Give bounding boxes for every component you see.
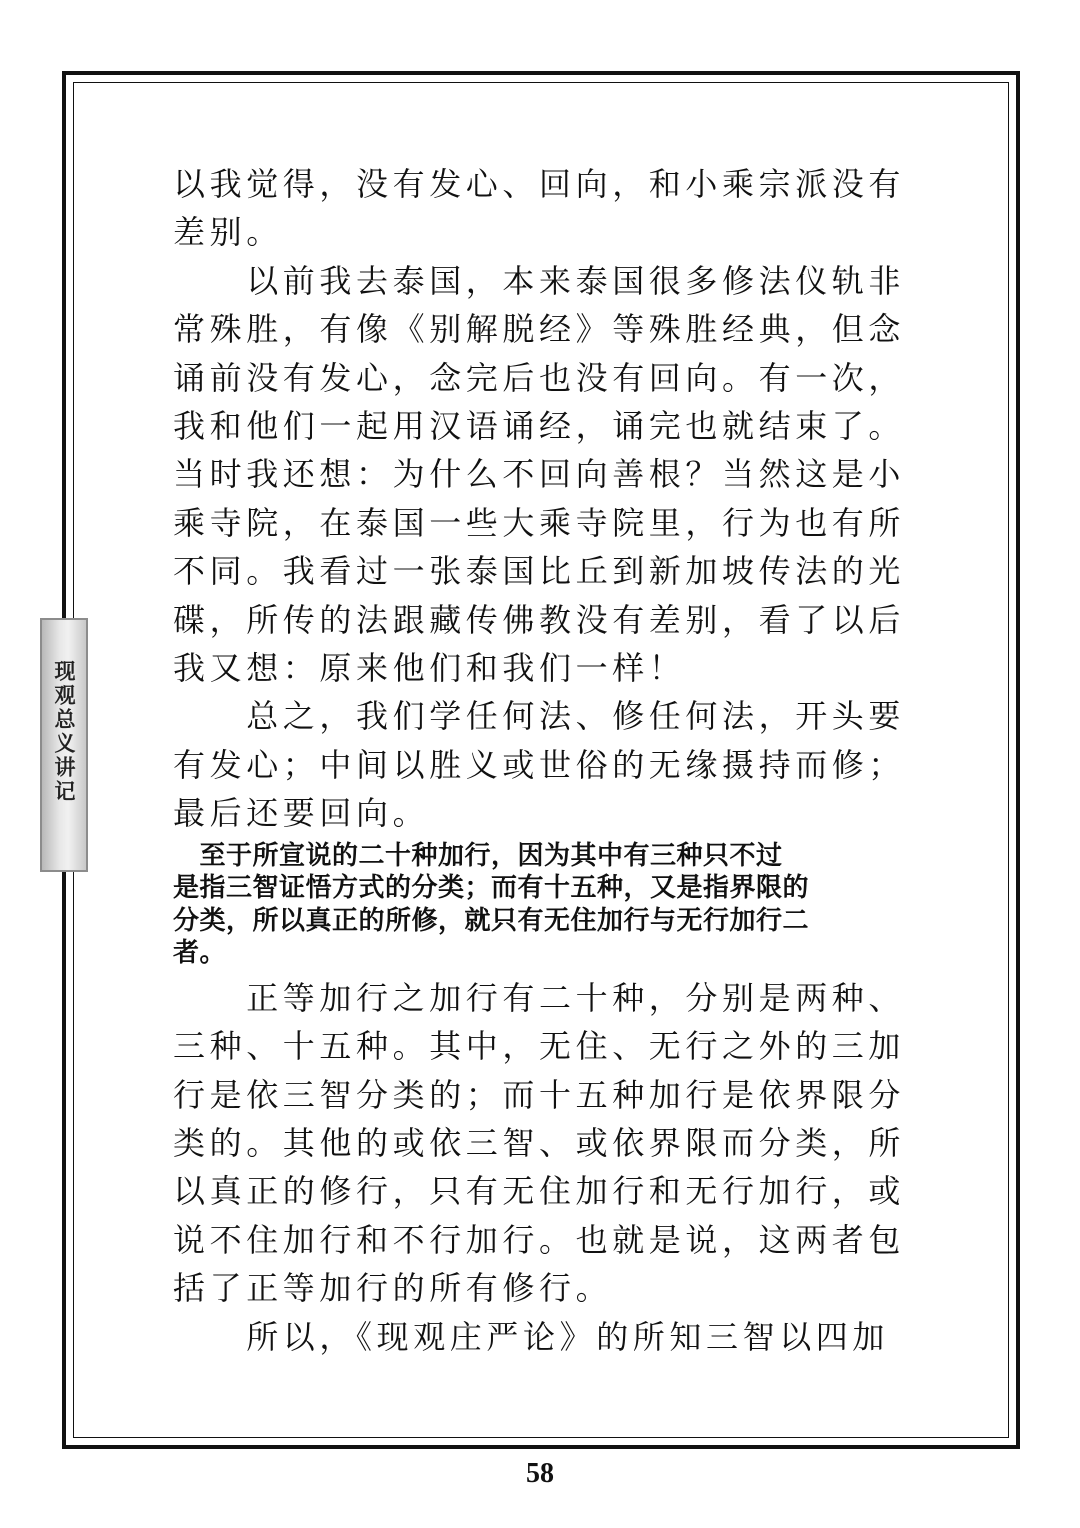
text-line: 所以，《现观庄严论》的所知三智以四加 xyxy=(173,1317,890,1356)
paragraph-5 xyxy=(173,1313,903,1361)
text-line: 我和他们一起用汉语诵经，诵完也就结束了。 xyxy=(173,407,906,446)
text-line: 以前我去泰国，本来泰国很多修法仪轨非 xyxy=(173,261,906,300)
text-line: 至于所宣说的二十种加行，因为其中有三种只不过 xyxy=(173,840,783,871)
text-line: 有发心；中间以胜义或世俗的无缘摄持而修； xyxy=(173,745,906,784)
text-line: 不同。我看过一张泰国比丘到新加坡传法的光 xyxy=(173,552,906,591)
side-tab xyxy=(40,618,88,872)
text-line: 三种、十五种。其中，无住、无行之外的三加 xyxy=(173,1027,906,1066)
text-line: 说不住加行和不行加行。也就是说，这两者包 xyxy=(173,1220,906,1259)
text-line: 分类，所以真正的所修，就只有无住加行与无行加行二 xyxy=(173,905,810,936)
text-line: 总之，我们学任何法、修任何法，开头要 xyxy=(173,697,906,736)
text-line: 括了正等加行的所有修行。 xyxy=(173,1269,613,1308)
side-tab-title: 现观总义讲记 xyxy=(52,660,77,804)
paragraph-2 xyxy=(173,257,906,693)
text-line: 最后还要回向。 xyxy=(173,794,430,833)
paragraph-4 xyxy=(173,974,906,1313)
text-line: 类的。其他的或依三智、或依界限而分类，所 xyxy=(173,1123,906,1162)
text-line: 者。 xyxy=(173,938,227,969)
text-line: 正等加行之加行有二十种，分别是两种、 xyxy=(173,978,906,1017)
text-line: 行是依三智分类的；而十五种加行是依界限分 xyxy=(173,1075,906,1114)
text-line: 是指三智证悟方式的分类；而有十五种，又是指界限的 xyxy=(173,873,810,904)
text-line: 乘寺院，在泰国一些大乘寺院里，行为也有所 xyxy=(173,503,906,542)
quoted-commentary xyxy=(173,840,903,970)
text-line: 以我觉得，没有发心、回向，和小乘宗派没有 xyxy=(173,165,906,203)
text-line: 差别。 xyxy=(173,213,283,252)
text-line: 以真正的修行，只有无住加行和无行加行，或 xyxy=(173,1172,906,1211)
paragraph-3 xyxy=(173,692,906,837)
text-line: 碟，所传的法跟藏传佛教没有差别，看了以后 xyxy=(173,600,906,639)
text-line: 我又想：原来他们和我们一样！ xyxy=(173,649,686,688)
text-line: 当时我还想：为什么不回向善根？当然这是小 xyxy=(173,455,906,494)
text-line: 常殊胜，有像《别解脱经》等殊胜经典，但念 xyxy=(173,310,906,349)
page-number: 58 xyxy=(526,1458,554,1489)
page-content xyxy=(173,160,906,1361)
paragraph-1 xyxy=(173,160,906,257)
text-line: 诵前没有发心，念完后也没有回向。有一次， xyxy=(173,358,906,397)
